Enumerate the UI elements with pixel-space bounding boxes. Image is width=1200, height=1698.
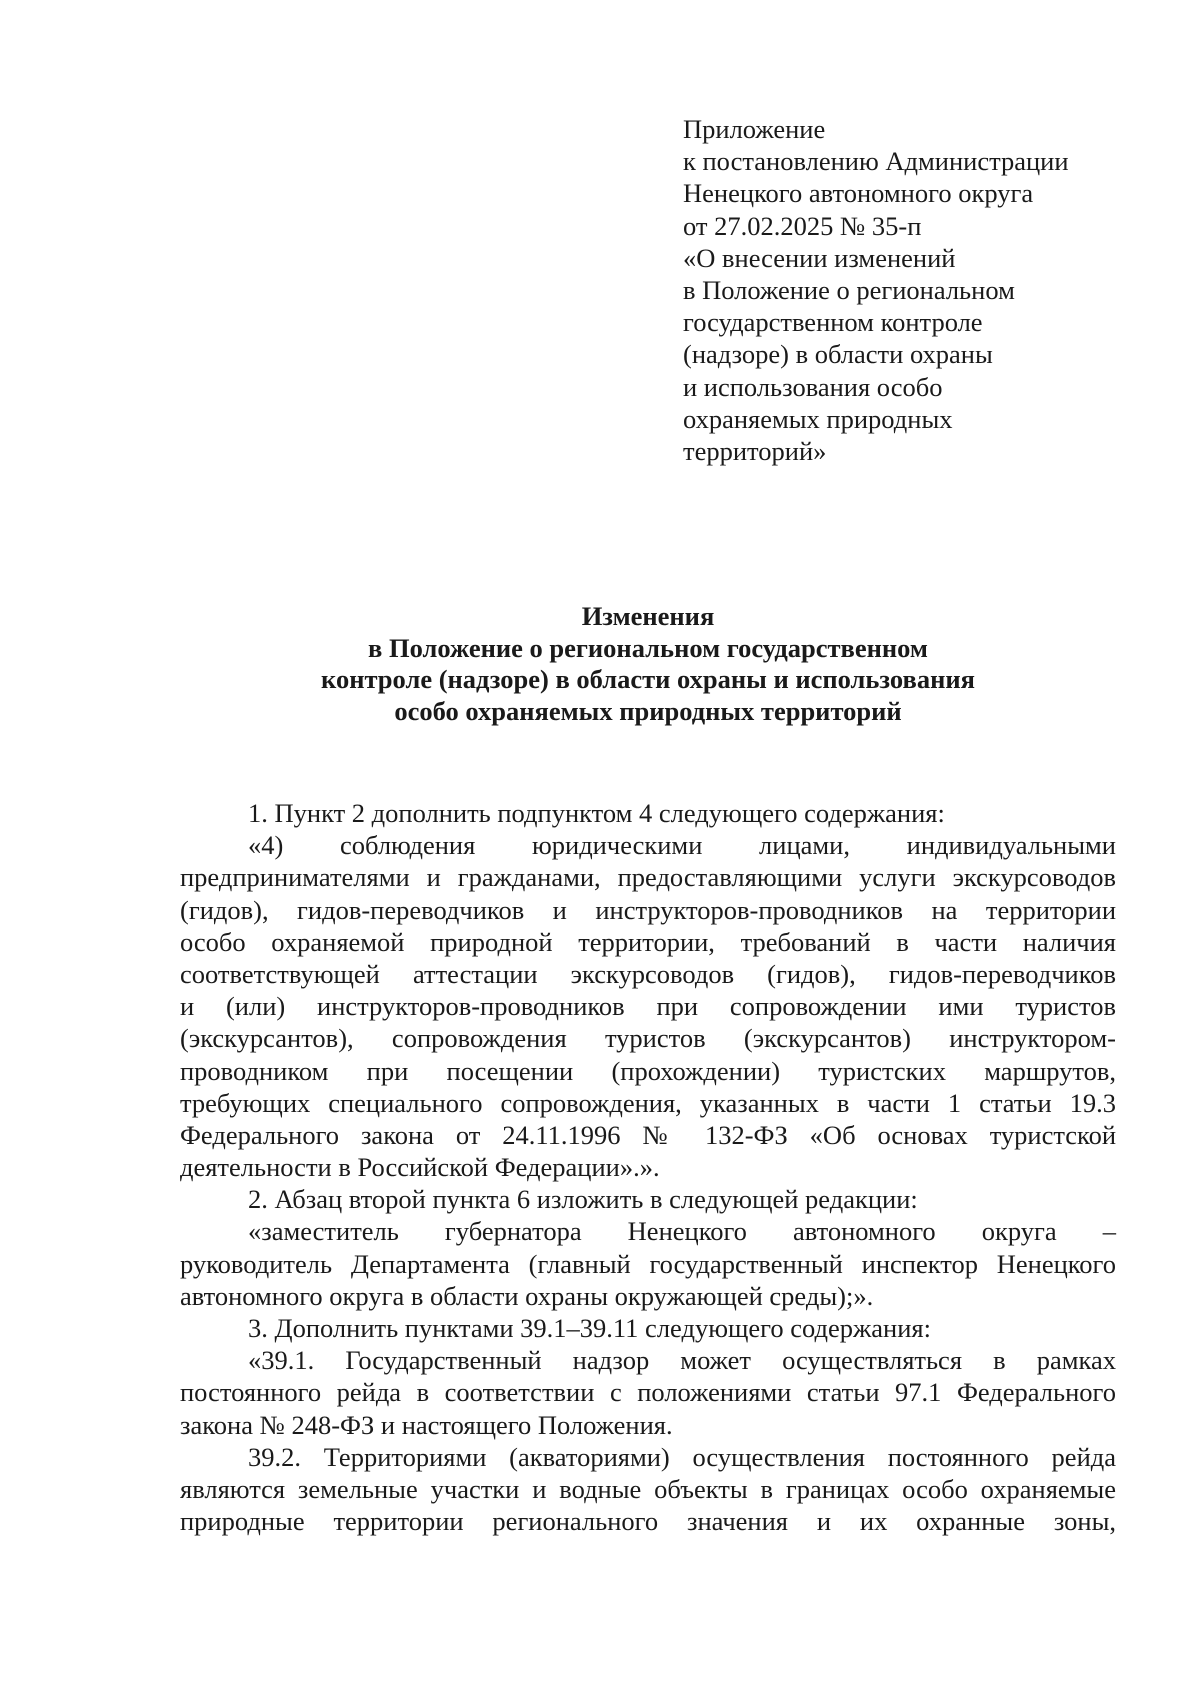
body-line: природные территории регионального значения и их охранные зоны, <box>180 1506 1116 1537</box>
appendix-line: охраняемых природных <box>683 403 953 434</box>
body-line: «4) соблюдения юридическими лицами, индивидуальными <box>248 830 1116 861</box>
body-line: закона № 248-ФЗ и настоящего Положения. <box>180 1409 673 1440</box>
body-line: (экскурсантов), сопровождения туристов (экскурсантов) инструктором- <box>180 1023 1116 1054</box>
body-line: (гидов), гидов-переводчиков и инструкторов-проводников на территории <box>180 894 1116 925</box>
body-line: 39.2. Территориями (акваториями) осуществления постоянного рейда <box>248 1441 1116 1472</box>
title-line: в Положение о региональном государственном <box>368 632 928 663</box>
appendix-line: к постановлению Администрации <box>683 146 1069 177</box>
appendix-line: государственном контроле <box>683 307 983 338</box>
body-line: деятельности в Российской Федерации».». <box>180 1152 660 1183</box>
body-line: являются земельные участки и водные объекты в границах особо охраняемые <box>180 1473 1116 1504</box>
body-line: особо охраняемой природной территории, требований в части наличия <box>180 926 1116 957</box>
body-line: предпринимателями и гражданами, предоставляющими услуги экскурсоводов <box>180 862 1116 893</box>
title-line: контроле (надзоре) в области охраны и использования <box>321 664 975 694</box>
appendix-line: и использования особо <box>683 371 943 402</box>
appendix-line: «О внесении изменений <box>683 242 956 273</box>
body-line: «заместитель губернатора Ненецкого автономного округа – <box>248 1216 1116 1247</box>
appendix-line: Приложение <box>683 114 826 144</box>
item-2-heading: 2. Абзац второй пункта 6 изложить в следующей редакции: <box>248 1184 918 1215</box>
appendix-line: в Положение о региональном <box>683 275 1015 306</box>
item-3-heading: 3. Дополнить пунктами 39.1–39.11 следующего содержания: <box>248 1313 931 1343</box>
title-line: особо охраняемых природных территорий <box>394 695 902 726</box>
document-title <box>180 601 1116 727</box>
body-line: постоянного рейда в соответствии с положениями статьи 97.1 Федерального <box>180 1377 1116 1408</box>
body-line: и (или) инструкторов-проводников при сопровождении ими туристов <box>180 991 1116 1022</box>
body-line: руководитель Департамента (главный государственный инспектор Ненецкого <box>180 1248 1116 1279</box>
appendix-line: от 27.02.2025 № 35-п <box>683 210 922 241</box>
body-line: «39.1. Государственный надзор может осуществляться в рамках <box>248 1345 1116 1376</box>
appendix-header <box>683 113 1143 467</box>
body-line: автономного округа в области охраны окружающей среды);». <box>180 1280 874 1311</box>
body-line: соответствующей аттестации экскурсоводов (гидов), гидов-переводчиков <box>180 958 1116 989</box>
body-line: проводником при посещении (прохождении) туристских маршрутов, <box>180 1055 1116 1086</box>
document-body <box>180 797 1116 1537</box>
title-line: Изменения <box>581 601 715 631</box>
body-line: требующих специального сопровождения, указанных в части 1 статьи 19.3 <box>180 1087 1116 1118</box>
appendix-line: (надзоре) в области охраны <box>683 339 993 370</box>
body-line: Федерального закона от 24.11.1996 № 132-ФЗ «Об основах туристской <box>180 1119 1116 1150</box>
appendix-line: Ненецкого автономного округа <box>683 178 1034 209</box>
item-1-heading: 1. Пункт 2 дополнить подпунктом 4 следующего содержания: <box>248 798 945 828</box>
appendix-line: территорий» <box>683 436 827 467</box>
